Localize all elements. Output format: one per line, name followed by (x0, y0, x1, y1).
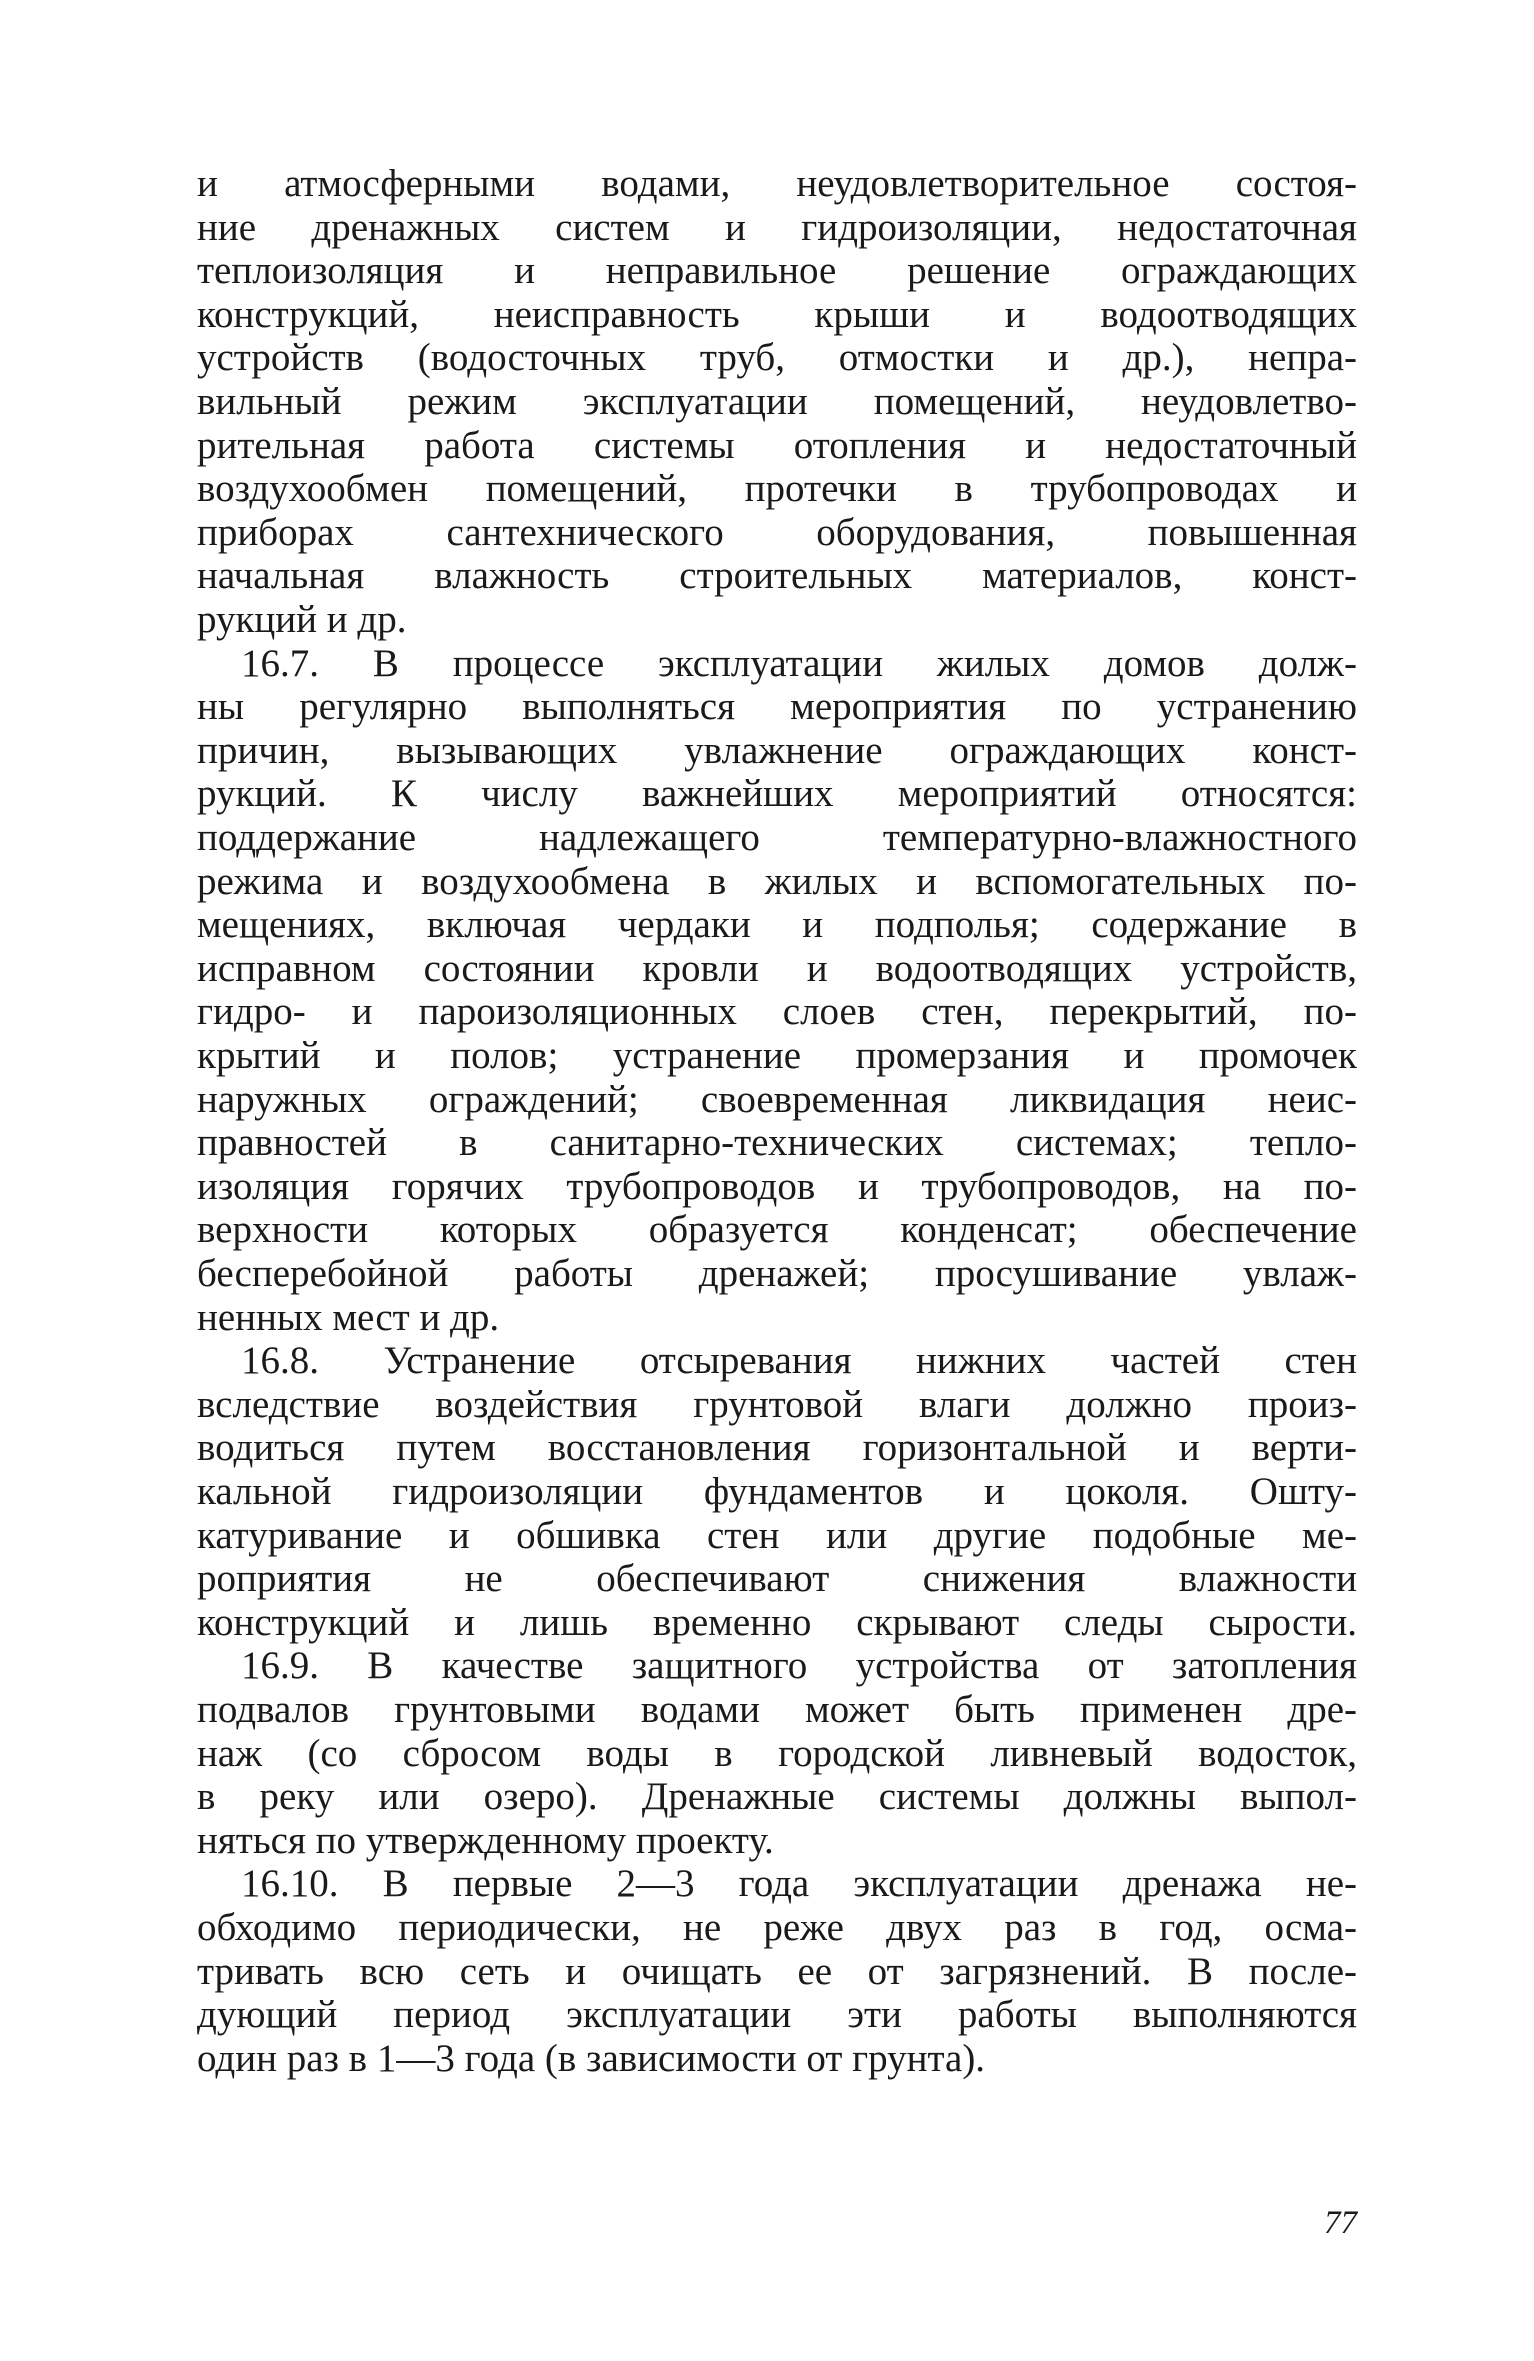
section-16-9-first-line: 16.9. В качестве защитного устройства от затопления (241, 1644, 1357, 1688)
text-line: наж (со сбросом воды в городской ливневый водосток, (197, 1731, 1357, 1775)
text-line: вследствие воздействия грунтовой влаги должно произ- (197, 1382, 1357, 1426)
text-line: в реку или озеро). Дренажные системы должны выпол- (197, 1775, 1357, 1819)
text-line: вильный режим эксплуатации помещений, неудовлетво- (197, 380, 1357, 423)
text-line: рукций и др. (197, 598, 407, 641)
text-line: рукций. К числу важнейших мероприятий относятся: (197, 772, 1357, 816)
text-line: роприятия не обеспечивают снижения влажности (197, 1557, 1357, 1601)
text-line: начальная влажность строительных материалов, конст- (197, 554, 1357, 598)
text-line: приборах сантехнического оборудования, повышенная (197, 510, 1357, 554)
text-line: наружных ограждений; своевременная ликвидация неис- (197, 1077, 1357, 1121)
text-line: подвалов грунтовыми водами может быть применен дре- (197, 1688, 1357, 1731)
text-line: обходимо периодически, не реже двух раз в год, осма- (197, 1906, 1357, 1949)
text-line: режима и воздухообмена в жилых и вспомогательных по- (197, 859, 1357, 903)
text-line: дующий период эксплуатации эти работы выполняются (197, 1993, 1357, 2037)
text-line: поддержание надлежащего температурно-влажностного (197, 816, 1357, 859)
text-line: ненных мест и др. (197, 1295, 500, 1339)
section-16-8-first-line: 16.8. Устранение отсыревания нижних частей стен (241, 1339, 1357, 1383)
page-number: 77 (1324, 2205, 1357, 2241)
text-line: гидро- и пароизоляционных слоев стен, перекрытий, по- (197, 990, 1357, 1034)
text-line: крытий и полов; устранение промерзания и промочек (197, 1034, 1357, 1077)
document-page (197, 160, 1357, 2310)
section-16-7-first-line: 16.7. В процессе эксплуатации жилых домов долж- (241, 641, 1357, 685)
text-line: катуривание и обшивка стен или другие подобные ме- (197, 1513, 1357, 1557)
text-line: причин, вызывающих увлажнение ограждающих конст- (197, 728, 1357, 772)
text-line: тривать всю сеть и очищать ее от загрязнений. В после- (197, 1949, 1357, 1993)
text-line: няться по утвержденному проекту. (197, 1818, 774, 1862)
text-line: ние дренажных систем и гидроизоляции, недостаточная (197, 205, 1357, 249)
text-line: устройств (водосточных труб, отмостки и др.), непра- (197, 336, 1357, 380)
text-line: исправном состоянии кровли и водоотводящих устройств, (197, 946, 1357, 990)
text-line: верхности которых образуется конденсат; обеспечение (197, 1208, 1357, 1252)
text-line: правностей в санитарно-технических системах; тепло- (197, 1121, 1357, 1165)
text-line: ны регулярно выполняться мероприятия по устранению (197, 685, 1357, 729)
text-line: водиться путем восстановления горизонтальной и верти- (197, 1426, 1357, 1470)
text-line: и атмосферными водами, неудовлетворительное состоя- (197, 162, 1357, 205)
text-line: кальной гидроизоляции фундаментов и цоколя. Ошту- (197, 1470, 1357, 1513)
text-line: воздухообмен помещений, протечки в трубопроводах и (197, 467, 1357, 511)
text-line: мещениях, включая чердаки и подполья; содержание в (197, 903, 1357, 947)
text-line: изоляция горячих трубопроводов и трубопроводов, на по- (197, 1164, 1357, 1208)
text-line: бесперебойной работы дренажей; просушивание увлаж- (197, 1252, 1357, 1295)
text-line: конструкций, неисправность крыши и водоотводящих (197, 292, 1357, 336)
text-line: один раз в 1—3 года (в зависимости от грунта). (197, 2036, 986, 2080)
text-line: рительная работа системы отопления и недостаточный (197, 423, 1357, 467)
text-line: теплоизоляция и неправильное решение ограждающих (197, 249, 1357, 293)
section-16-10-first-line: 16.10. В первые 2—3 года эксплуатации дренажа не- (241, 1862, 1357, 1906)
text-line: конструкций и лишь временно скрывают следы сырости. (197, 1600, 1357, 1644)
